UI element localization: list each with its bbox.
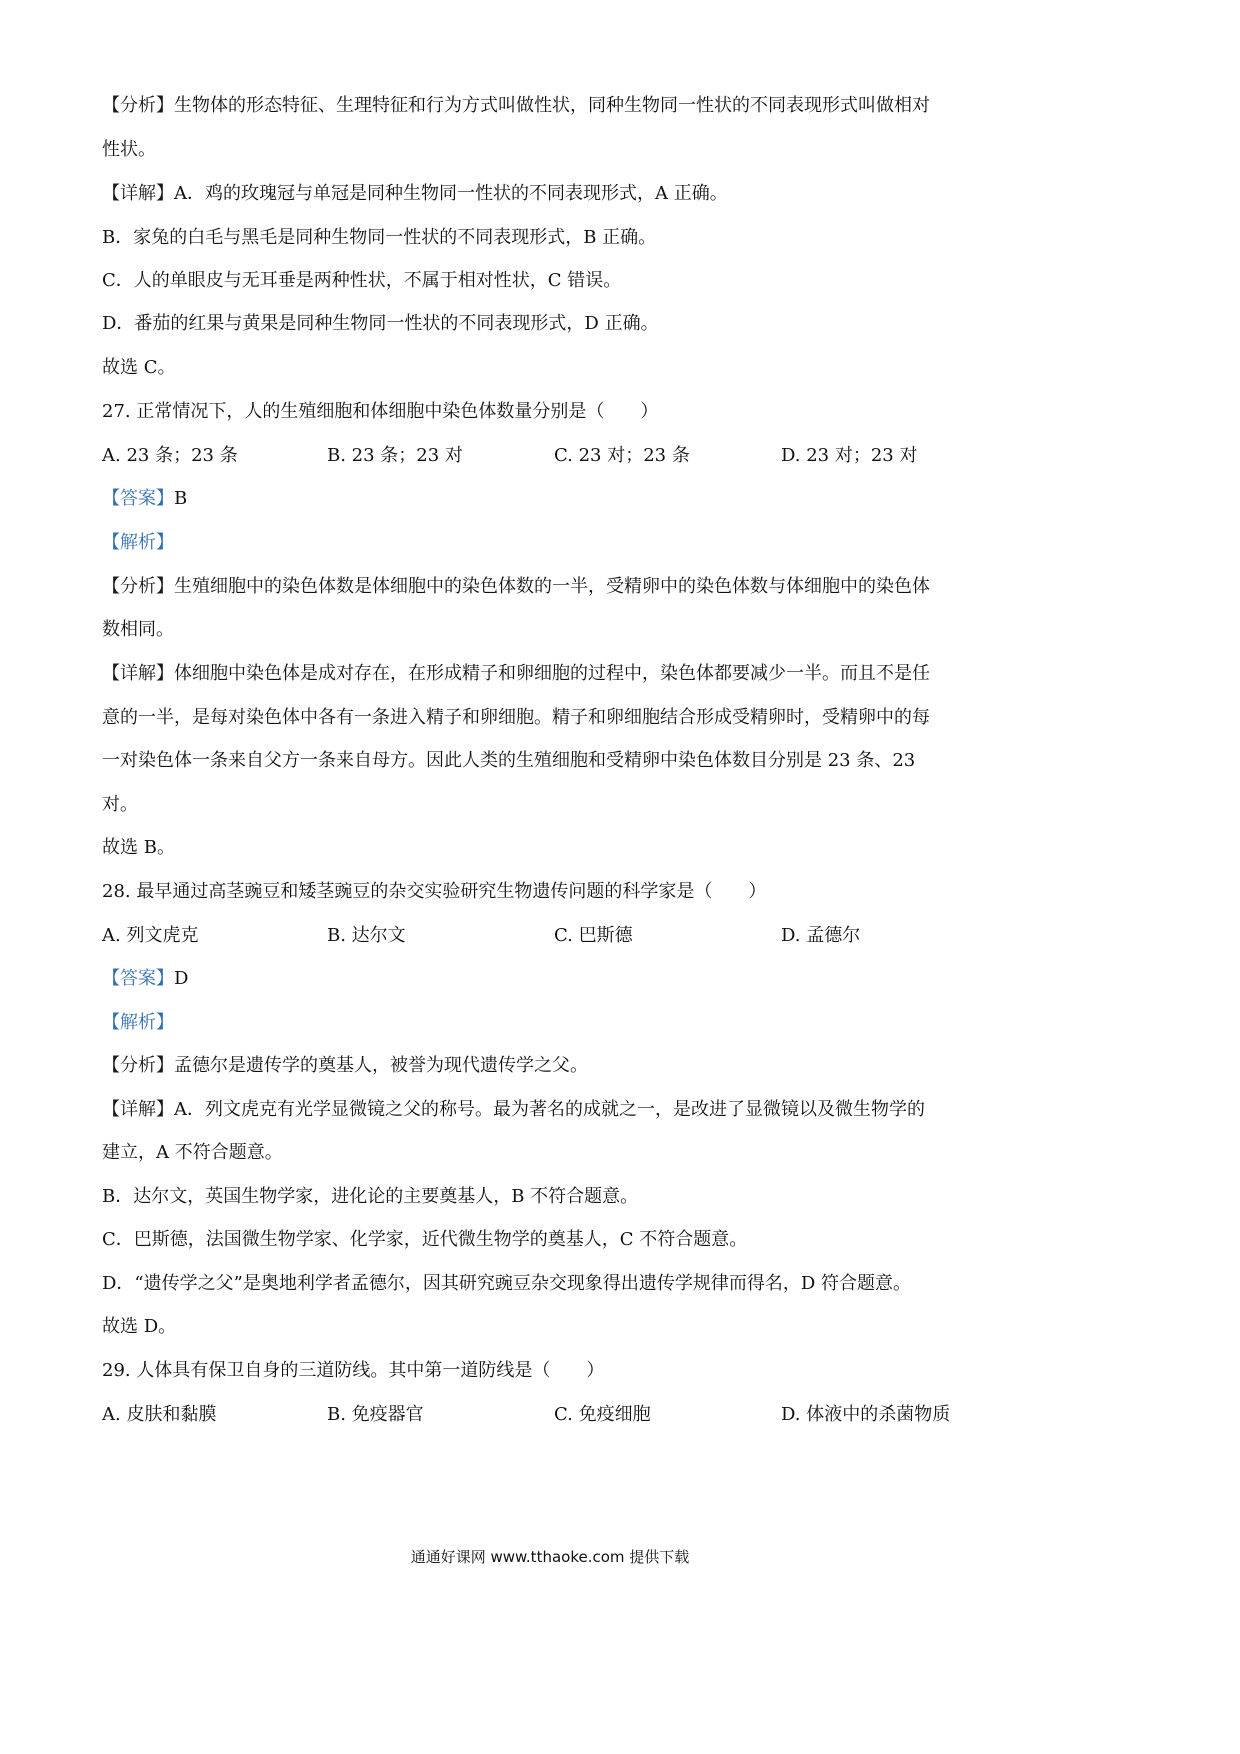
analysis-tag: 【分析】 <box>102 95 174 116</box>
q27-analysis-line-2: 数相同。 <box>102 619 174 640</box>
q27-detail-line-1 <box>102 662 1002 686</box>
q26-detail-b: B．家兔的白毛与黑毛是同种生物同一性状的不同表现形式，B 正确。 <box>102 227 657 248</box>
q28-option-b: B. 达尔文 <box>327 925 406 946</box>
q29-option-b: B. 免疫器官 <box>327 1404 424 1425</box>
q26-analysis-line-1 <box>102 94 1002 118</box>
q26-detail-c: C．人的单眼皮与无耳垂是两种性状，不属于相对性状，C 错误。 <box>102 270 622 291</box>
analysis-text: 孟德尔是遗传学的奠基人，被誉为现代遗传学之父。 <box>174 1055 588 1076</box>
q27-choose: 故选 B。 <box>102 837 175 858</box>
q28-option-d: D. 孟德尔 <box>781 925 861 946</box>
page-footer: 通通好课网 www.tthaoke.com 提供下载 <box>410 1548 690 1566</box>
answer-value: D <box>174 968 189 989</box>
q28-option-c: C. 巴斯德 <box>554 925 633 946</box>
detail-tag: 【详解】 <box>102 663 174 684</box>
q27-stem: 27. 正常情况下，人的生殖细胞和体细胞中染色体数量分别是（ ） <box>102 401 659 422</box>
q27-detail-line-3: 一对染色体一条来自父方一条来自母方。因此人类的生殖细胞和受精卵中染色体数目分别是 23 条、23 <box>102 750 916 771</box>
q28-jiexi-tag: 【解析】 <box>102 1012 174 1033</box>
q28-options <box>102 924 1002 948</box>
q27-jiexi-tag: 【解析】 <box>102 532 174 553</box>
q28-detail-a-line-1 <box>102 1098 1002 1122</box>
analysis-text: 生殖细胞中的染色体数是体细胞中的染色体数的一半，受精卵中的染色体数与体细胞中的染色体 <box>174 576 930 597</box>
q27-option-d: D. 23 对；23 对 <box>781 445 918 466</box>
detail-tag: 【详解】 <box>102 183 174 204</box>
q28-detail-a-line-2: 建立，A 不符合题意。 <box>102 1142 283 1163</box>
answer-value: B <box>174 488 188 509</box>
analysis-text: 生物体的形态特征、生理特征和行为方式叫做性状，同种生物同一性状的不同表现形式叫做相对 <box>174 95 930 116</box>
detail-tag: 【详解】 <box>102 1099 174 1120</box>
q27-answer <box>102 487 1002 511</box>
q28-option-a: A. 列文虎克 <box>102 925 199 946</box>
q28-detail-c: C．巴斯德，法国微生物学家、化学家，近代微生物学的奠基人，C 不符合题意。 <box>102 1229 748 1250</box>
q27-detail-line-4: 对。 <box>102 794 138 815</box>
detail-text: A．鸡的玫瑰冠与单冠是同种生物同一性状的不同表现形式，A 正确。 <box>174 183 728 204</box>
q28-detail-b: B．达尔文，英国生物学家，进化论的主要奠基人，B 不符合题意。 <box>102 1186 639 1207</box>
analysis-tag: 【分析】 <box>102 576 174 597</box>
answer-tag: 【答案】 <box>102 968 174 989</box>
q29-stem: 29. 人体具有保卫自身的三道防线。其中第一道防线是（ ） <box>102 1360 605 1381</box>
q29-options <box>102 1403 1002 1427</box>
q29-option-d: D. 体液中的杀菌物质 <box>781 1404 951 1425</box>
q28-answer <box>102 967 1002 991</box>
q27-options <box>102 444 1002 468</box>
q27-analysis-line-1 <box>102 575 1002 599</box>
q26-detail-d: D．番茄的红果与黄果是同种生物同一性状的不同表现形式，D 正确。 <box>102 313 659 334</box>
q27-option-a: A. 23 条；23 条 <box>102 445 238 466</box>
detail-text: A．列文虎克有光学显微镜之父的称号。最为著名的成就之一，是改进了显微镜以及微生物学的 <box>174 1099 925 1120</box>
q26-choose: 故选 C。 <box>102 357 176 378</box>
q27-option-c: C. 23 对；23 条 <box>554 445 690 466</box>
q28-analysis-line-1 <box>102 1054 1002 1078</box>
q26-analysis-line-2: 性状。 <box>102 139 156 160</box>
q27-detail-line-2: 意的一半，是每对染色体中各有一条进入精子和卵细胞。精子和卵细胞结合形成受精卵时，受精卵中的每 <box>102 707 930 728</box>
q27-option-b: B. 23 条；23 对 <box>327 445 463 466</box>
q28-detail-d: D．“遗传学之父”是奥地利学者孟德尔，因其研究豌豆杂交现象得出遗传学规律而得名，D 符合题意。 <box>102 1273 911 1294</box>
analysis-tag: 【分析】 <box>102 1055 174 1076</box>
q29-option-c: C. 免疫细胞 <box>554 1404 651 1425</box>
q29-option-a: A. 皮肤和黏膜 <box>102 1404 217 1425</box>
q28-stem: 28. 最早通过高茎豌豆和矮茎豌豆的杂交实验研究生物遗传问题的科学家是（ ） <box>102 881 767 902</box>
q28-choose: 故选 D。 <box>102 1316 177 1337</box>
detail-text: 体细胞中染色体是成对存在，在形成精子和卵细胞的过程中，染色体都要减少一半。而且不是任 <box>174 663 930 684</box>
answer-tag: 【答案】 <box>102 488 174 509</box>
q26-detail-a <box>102 182 1002 206</box>
